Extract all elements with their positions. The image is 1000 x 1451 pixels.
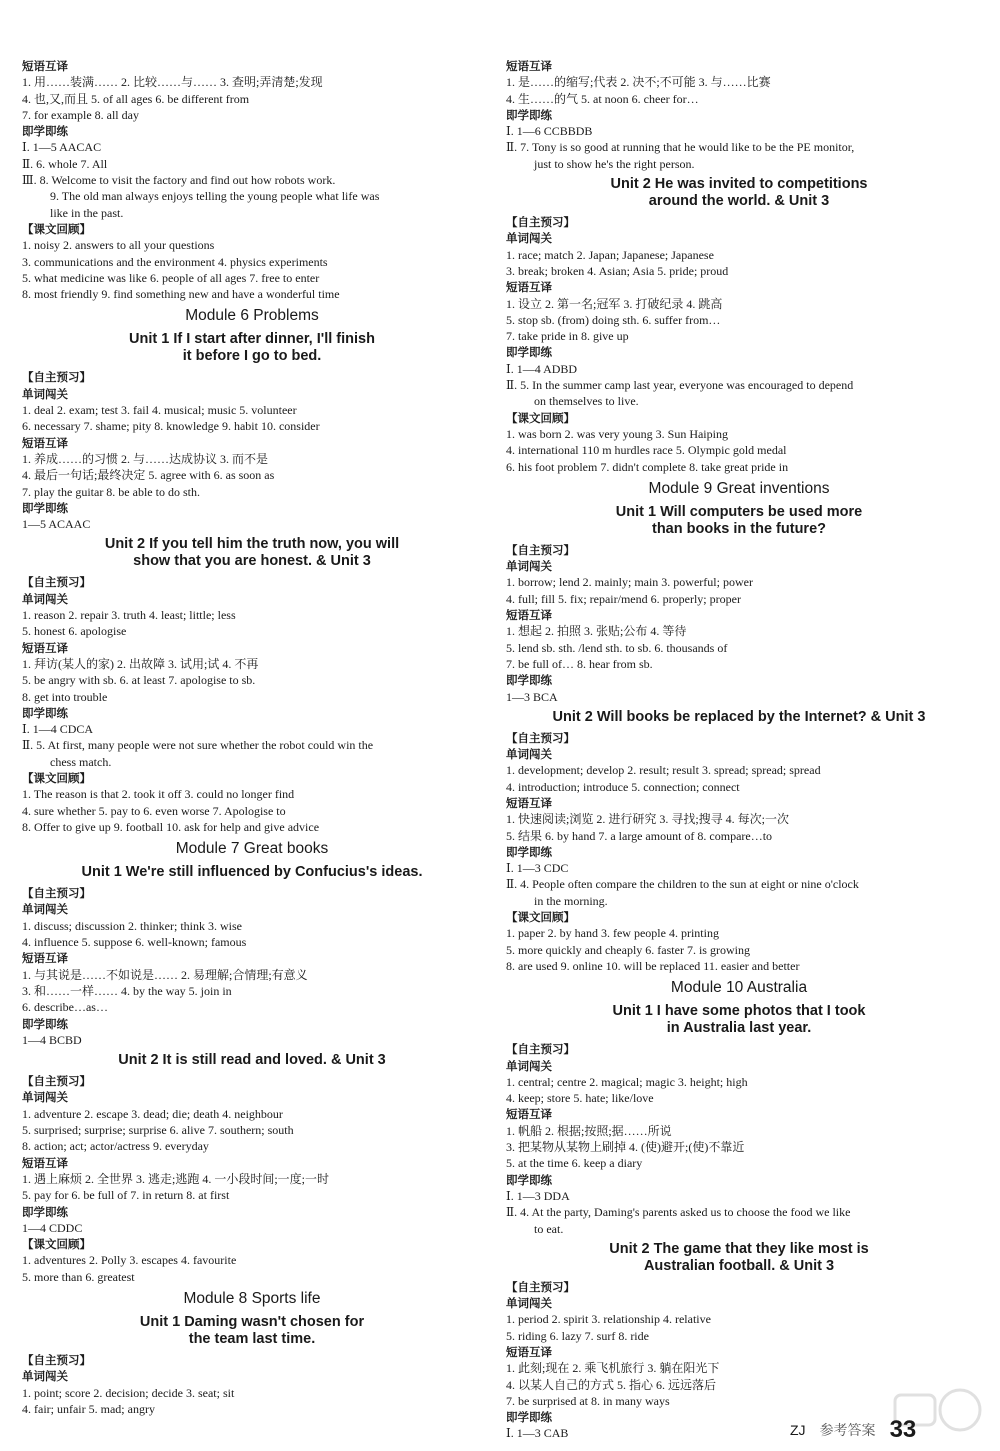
unit-title: Unit 2 It is still read and loved. & Unit 3 (118, 1052, 386, 1069)
answer-line: 7. take pride in 8. give up (506, 329, 629, 344)
answer-line: 6. describe…as… (22, 1000, 108, 1015)
edition-tag: ZJ (790, 1422, 806, 1438)
answer-line: 6. his foot problem 7. didn't complete 8. take great pride in (506, 459, 789, 474)
answer-line: 4. influence 5. suppose 6. well-known; famous (22, 935, 247, 950)
answer-line: 6. necessary 7. shame; pity 8. knowledge 9. habit 10. consider (22, 419, 320, 434)
answer-line: 1. 养成……的习惯 2. 与……达成协议 3. 而不是 (22, 451, 269, 466)
answer-line: Ⅱ. 4. People often compare the children to the sun at eight or nine o'clock (506, 877, 859, 892)
section-heading: 【课文回顾】 (22, 221, 91, 236)
answer-line: 1. adventures 2. Polly 3. escapes 4. favourite (22, 1253, 237, 1268)
section-heading: 【自主预习】 (22, 886, 91, 901)
section-heading: 即学即练 (506, 673, 552, 688)
answer-line: 5. be angry with sb. 6. at least 7. apologise to sb. (22, 673, 256, 688)
answer-line: 1. noisy 2. answers to all your questions (22, 238, 215, 253)
answer-line: 4. fair; unfair 5. mad; angry (22, 1401, 155, 1416)
answer-line: 1. 与其说是……不如说是…… 2. 易理解;合情理;有意义 (22, 967, 308, 982)
answer-line: 5. more than 6. greatest (22, 1269, 135, 1284)
answer-line: 8. get into trouble (22, 689, 108, 704)
section-heading: 即学即练 (22, 705, 68, 720)
answer-line: 4. 也,又,而且 5. of all ages 6. be different from (22, 91, 250, 106)
section-heading: 【自主预习】 (506, 1279, 575, 1294)
answer-line: 5. at the time 6. keep a diary (506, 1156, 643, 1171)
section-heading: 即学即练 (506, 107, 552, 122)
answer-line: Ⅱ. 5. At first, many people were not sure whether the robot could win the (22, 738, 374, 753)
section-heading: 【自主预习】 (22, 370, 91, 385)
answer-line: 1. borrow; lend 2. mainly; main 3. powerful; power (506, 575, 753, 590)
answer-line: 1. adventure 2. escape 3. dead; die; death 4. neighbour (22, 1106, 283, 1121)
section-heading: 短语互译 (506, 280, 552, 295)
answer-line: Ⅱ. 4. At the party, Daming's parents asked us to choose the food we like (506, 1205, 851, 1220)
answer-line: 1. paper 2. by hand 3. few people 4. printing (506, 926, 719, 941)
answer-line: 3. 把某物从某物上刷掉 4. (使)避开;(使)不靠近 (506, 1140, 745, 1155)
section-heading: 【自主预习】 (506, 542, 575, 557)
section-heading: 即学即练 (22, 500, 68, 515)
answer-line: on themselves to live. (534, 394, 639, 409)
answer-line: 5. lend sb. sth. /lend sth. to sb. 6. thousands of (506, 640, 728, 655)
section-heading: 【课文回顾】 (22, 770, 91, 785)
answer-line: Ⅲ. 8. Welcome to visit the factory and find out how robots work. (22, 173, 336, 188)
section-heading: 即学即练 (22, 124, 68, 139)
answer-line: Ⅰ. 1—3 CDC (506, 861, 569, 876)
answer-line: 5. what medicine was like 6. people of all ages 7. free to enter (22, 270, 320, 285)
section-heading: 即学即练 (506, 1410, 552, 1425)
section-heading: 短语互译 (506, 1107, 552, 1122)
answer-line: 4. 以某人自己的方式 5. 指心 6. 远远落后 (506, 1377, 717, 1392)
section-heading: 即学即练 (506, 1172, 552, 1187)
unit-title: Unit 1 We're still influenced by Confucius's ideas. (81, 864, 423, 881)
answer-line: 1. 此刻;现在 2. 乘飞机旅行 3. 躺在阳光下 (506, 1361, 720, 1376)
section-heading: 短语互译 (506, 795, 552, 810)
section-heading: 短语互译 (22, 435, 68, 450)
section-heading: 单词闯关 (506, 747, 552, 762)
answer-line: 7. for example 8. all day (22, 107, 139, 122)
answer-line: 4. keep; store 5. hate; like/love (506, 1091, 654, 1106)
answer-line: 8. action; act; actor/actress 9. everyday (22, 1139, 209, 1154)
answer-line: in the morning. (534, 893, 608, 908)
answer-line: 1. deal 2. exam; test 3. fail 4. musical; music 5. volunteer (22, 403, 297, 418)
answer-line: just to show he's the right person. (534, 156, 695, 171)
answer-line: 5. more quickly and cheaply 6. faster 7. is growing (506, 942, 750, 957)
section-heading: 即学即练 (22, 1016, 68, 1031)
answer-line: 4. full; fill 5. fix; repair/mend 6. properly; proper (506, 591, 741, 606)
section-heading: 短语互译 (22, 59, 68, 73)
section-heading: 单词闯关 (506, 231, 552, 246)
answer-line: 1. 遇上麻烦 2. 全世界 3. 逃走;逃跑 4. 一小段时间;一度;一时 (22, 1171, 330, 1186)
answer-line: 5. riding 6. lazy 7. surf 8. ride (506, 1328, 649, 1343)
answer-line: 5. stop sb. (from) doing sth. 6. suffer from… (506, 312, 721, 327)
unit-title: Unit 1 I have some photos that I took in Australia last year. (612, 1003, 866, 1037)
answer-line: 7. be full of… 8. hear from sb. (506, 656, 653, 671)
section-heading: 单词闯关 (506, 1296, 552, 1311)
answer-line: 1. discuss; discussion 2. thinker; think 3. wise (22, 918, 242, 933)
answer-line: 8. most friendly 9. find something new and have a wonderful time (22, 287, 340, 302)
answer-line: 1. 是……的缩写;代表 2. 决不;不可能 3. 与……比赛 (506, 75, 771, 90)
answer-line: Ⅰ. 1—5 AACAC (22, 140, 102, 155)
section-heading: 即学即练 (506, 345, 552, 360)
section-heading: 【自主预习】 (22, 1353, 91, 1367)
section-heading: 【课文回顾】 (506, 910, 575, 925)
section-heading: 即学即练 (506, 844, 552, 859)
page-footer (790, 1415, 980, 1445)
answer-line: 3. communications and the environment 4. physics experiments (22, 254, 328, 269)
left-column (22, 58, 482, 1417)
answer-line: Ⅱ. 5. In the summer camp last year, everyone was encouraged to depend (506, 378, 854, 393)
section-heading: 短语互译 (22, 951, 68, 966)
unit-title: Unit 2 Will books be replaced by the Internet? & Unit 3 (552, 708, 926, 725)
answer-line: like in the past. (50, 205, 124, 220)
answer-line: chess match. (50, 754, 112, 769)
answer-line: 4. sure whether 5. pay to 6. even worse 7. Apologise to (22, 803, 286, 818)
module-title: Module 10 Australia (670, 979, 808, 997)
unit-title: Unit 2 If you tell him the truth now, you will show that you are honest. & Unit 3 (104, 536, 400, 570)
answer-line: Ⅰ. 1—6 CCBBDB (506, 124, 593, 139)
answer-line: 7. play the guitar 8. be able to do sth. (22, 484, 200, 499)
unit-title: Unit 1 Daming wasn't chosen for the team last time. (139, 1314, 365, 1347)
unit-title: Unit 2 The game that they like most is Australian football. & Unit 3 (609, 1240, 869, 1274)
answer-line: 9. The old man always enjoys telling the young people what life was (50, 189, 380, 204)
section-heading: 短语互译 (506, 1345, 552, 1359)
answer-line: 1. development; develop 2. result; result 3. spread; spread; spread (506, 763, 821, 778)
answer-line: 1—3 BCA (506, 689, 558, 704)
answer-line: 1. 帆船 2. 根据;按照;据……所说 (506, 1123, 672, 1138)
answer-line: 4. 最后一句话;最终决定 5. agree with 6. as soon as (22, 468, 275, 483)
answer-line: 1. central; centre 2. magical; magic 3. height; high (506, 1074, 748, 1089)
answer-line: 3. 和……一样…… 4. by the way 5. join in (22, 983, 232, 998)
module-title: Module 7 Great books (175, 840, 329, 858)
answer-line: Ⅰ. 1—3 DDA (506, 1188, 570, 1203)
module-title: Module 9 Great inventions (648, 479, 830, 497)
section-heading: 【自主预习】 (22, 1074, 91, 1089)
section-heading: 【自主预习】 (506, 1042, 575, 1057)
answer-line: 1. was born 2. was very young 3. Sun Haiping (506, 426, 728, 441)
unit-title: Unit 1 If I start after dinner, I'll finish it before I go to bed. (129, 331, 375, 365)
section-heading: 单词闯关 (506, 559, 552, 574)
answer-line: 1. 用……装满…… 2. 比较……与…… 3. 查明;弄清楚;发现 (22, 75, 323, 90)
answer-line: 1—5 ACAAC (22, 517, 91, 532)
answer-line: 5. surprised; surprise; surprise 6. alive 7. southern; south (22, 1123, 294, 1138)
section-heading: 单词闯关 (22, 1369, 68, 1384)
unit-title: Unit 2 He was invited to competitions around the world. & Unit 3 (610, 176, 868, 210)
answer-line: 3. break; broken 4. Asian; Asia 5. pride; proud (506, 263, 729, 278)
answer-line: 1. 想起 2. 拍照 3. 张贴;公布 4. 等待 (506, 624, 687, 639)
section-heading: 【自主预习】 (22, 575, 91, 590)
answer-line: to eat. (534, 1221, 564, 1236)
answer-line: 5. pay for 6. be full of 7. in return 8. at first (22, 1188, 230, 1203)
answer-line: 4. 生……的气 5. at noon 6. cheer for… (506, 91, 699, 106)
answer-line: 4. international 110 m hurdles race 5. Olympic gold medal (506, 443, 787, 458)
answer-line: 8. are used 9. online 10. will be replaced 11. easier and better (506, 958, 800, 973)
answer-line: 1. race; match 2. Japan; Japanese; Japanese (506, 247, 714, 262)
section-heading: 单词闯关 (22, 1090, 68, 1105)
answer-line: 1. reason 2. repair 3. truth 4. least; little; less (22, 608, 236, 623)
section-heading: 单词闯关 (22, 902, 68, 917)
answer-line: 8. Offer to give up 9. football 10. ask for help and give advice (22, 819, 320, 834)
section-heading: 【自主预习】 (506, 215, 575, 230)
page-number: 33 (889, 1416, 917, 1443)
section-heading: 单词闯关 (506, 1058, 552, 1073)
section-heading: 短语互译 (506, 608, 552, 623)
answer-line: 1. The reason is that 2. took it off 3. could no longer find (22, 787, 295, 802)
answer-line: 5. 结果 6. by hand 7. a large amount of 8. compare…to (506, 828, 773, 843)
section-heading: 短语互译 (22, 640, 68, 655)
section-heading: 【自主预习】 (506, 730, 575, 745)
answer-line: Ⅰ. 1—3 CAB (506, 1426, 569, 1441)
module-title: Module 6 Problems (185, 307, 319, 325)
section-heading: 短语互译 (506, 59, 552, 73)
answer-line: 1—4 CDDC (22, 1220, 83, 1235)
answer-line: 7. be surprised at 8. in many ways (506, 1393, 670, 1408)
answer-line: Ⅱ. 6. whole 7. All (22, 156, 108, 171)
unit-title: Unit 1 Will computers be used more than books in the future? (615, 503, 863, 537)
answer-line: 1. period 2. spirit 3. relationship 4. relative (506, 1312, 711, 1327)
section-heading: 【课文回顾】 (22, 1237, 91, 1252)
answer-line: 5. honest 6. apologise (22, 624, 127, 639)
section-heading: 单词闯关 (22, 386, 68, 401)
footer-label: 参考答案 (819, 1422, 876, 1438)
answer-line: 1. 拜访(某人的家) 2. 出故障 3. 试用;试 4. 不再 (22, 656, 259, 671)
answer-line: Ⅰ. 1—4 ADBD (506, 361, 578, 376)
section-heading: 【课文回顾】 (506, 410, 575, 425)
answer-line: 1—4 BCBD (22, 1032, 82, 1047)
module-title: Module 8 Sports life (183, 1290, 321, 1307)
right-column (506, 58, 972, 1442)
answer-line: Ⅱ. 7. Tony is so good at running that he would like to be the PE monitor, (506, 140, 855, 155)
answer-line: 4. introduction; introduce 5. connection; connect (506, 779, 740, 794)
section-heading: 单词闯关 (22, 591, 68, 606)
answer-line: 1. 快速阅读;浏览 2. 进行研究 3. 寻找;搜寻 4. 每次;一次 (506, 812, 790, 827)
section-heading: 短语互译 (22, 1155, 68, 1170)
answer-line: 1. point; score 2. decision; decide 3. seat; sit (22, 1385, 235, 1400)
answer-line: Ⅰ. 1—4 CDCA (22, 722, 94, 737)
answer-line: 1. 设立 2. 第一名;冠军 3. 打破纪录 4. 跳高 (506, 296, 723, 311)
section-heading: 即学即练 (22, 1204, 68, 1219)
